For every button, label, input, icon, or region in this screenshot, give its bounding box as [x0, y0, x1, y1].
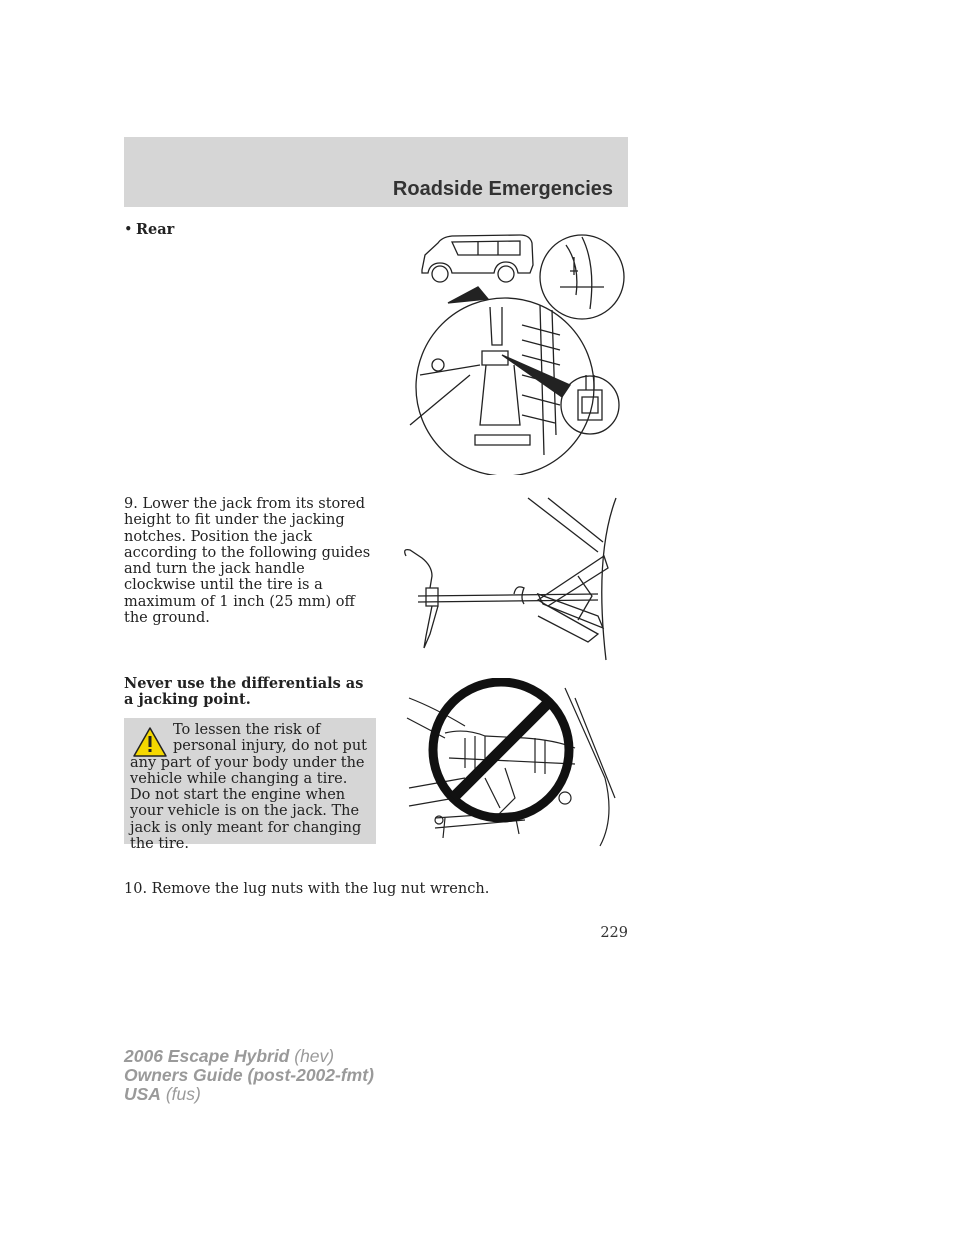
warning-box [124, 718, 376, 853]
footer-model: 2006 Escape Hybrid [124, 1046, 290, 1066]
jack-handle-illustration [398, 496, 620, 662]
section-header-band [124, 137, 628, 207]
bullet-marker: • [124, 222, 133, 238]
rear-jacking-point-illustration [390, 225, 626, 475]
footer-line-1 [124, 1047, 374, 1066]
never-use-differentials-warning: Never use the differentials as a jacking point. [124, 675, 364, 709]
footer-guide: Owners Guide (post-2002-fmt) [124, 1065, 374, 1085]
footer-model-code: (hev) [289, 1046, 335, 1066]
document-footer [124, 1047, 374, 1104]
step-10-text: 10. Remove the lug nuts with the lug nut wrench. [124, 881, 490, 897]
bullet-rear [124, 221, 174, 238]
bullet-label: Rear [136, 221, 175, 238]
footer-market: USA [124, 1084, 161, 1104]
no-differential-jacking-illustration [405, 678, 620, 848]
section-title: Roadside Emergencies [392, 178, 613, 200]
page-number: 229 [600, 925, 628, 941]
warning-text: To lessen the risk of personal injury, do not put any part of your body under the vehicle while changing a tire. Do not start the engine when your vehicle is on the jack. The jack is only meant for changing the tire. [130, 722, 367, 853]
footer-line-2 [124, 1066, 374, 1085]
footer-line-3 [124, 1085, 374, 1104]
step-9-text: 9. Lower the jack from its stored height to fit under the jacking notches. Position the jack according to the following guides and turn the jack handle clockwise until the tire is a maximum of 1 inch (25 mm) off the ground. [124, 496, 371, 627]
footer-market-code: (fus) [160, 1084, 201, 1104]
